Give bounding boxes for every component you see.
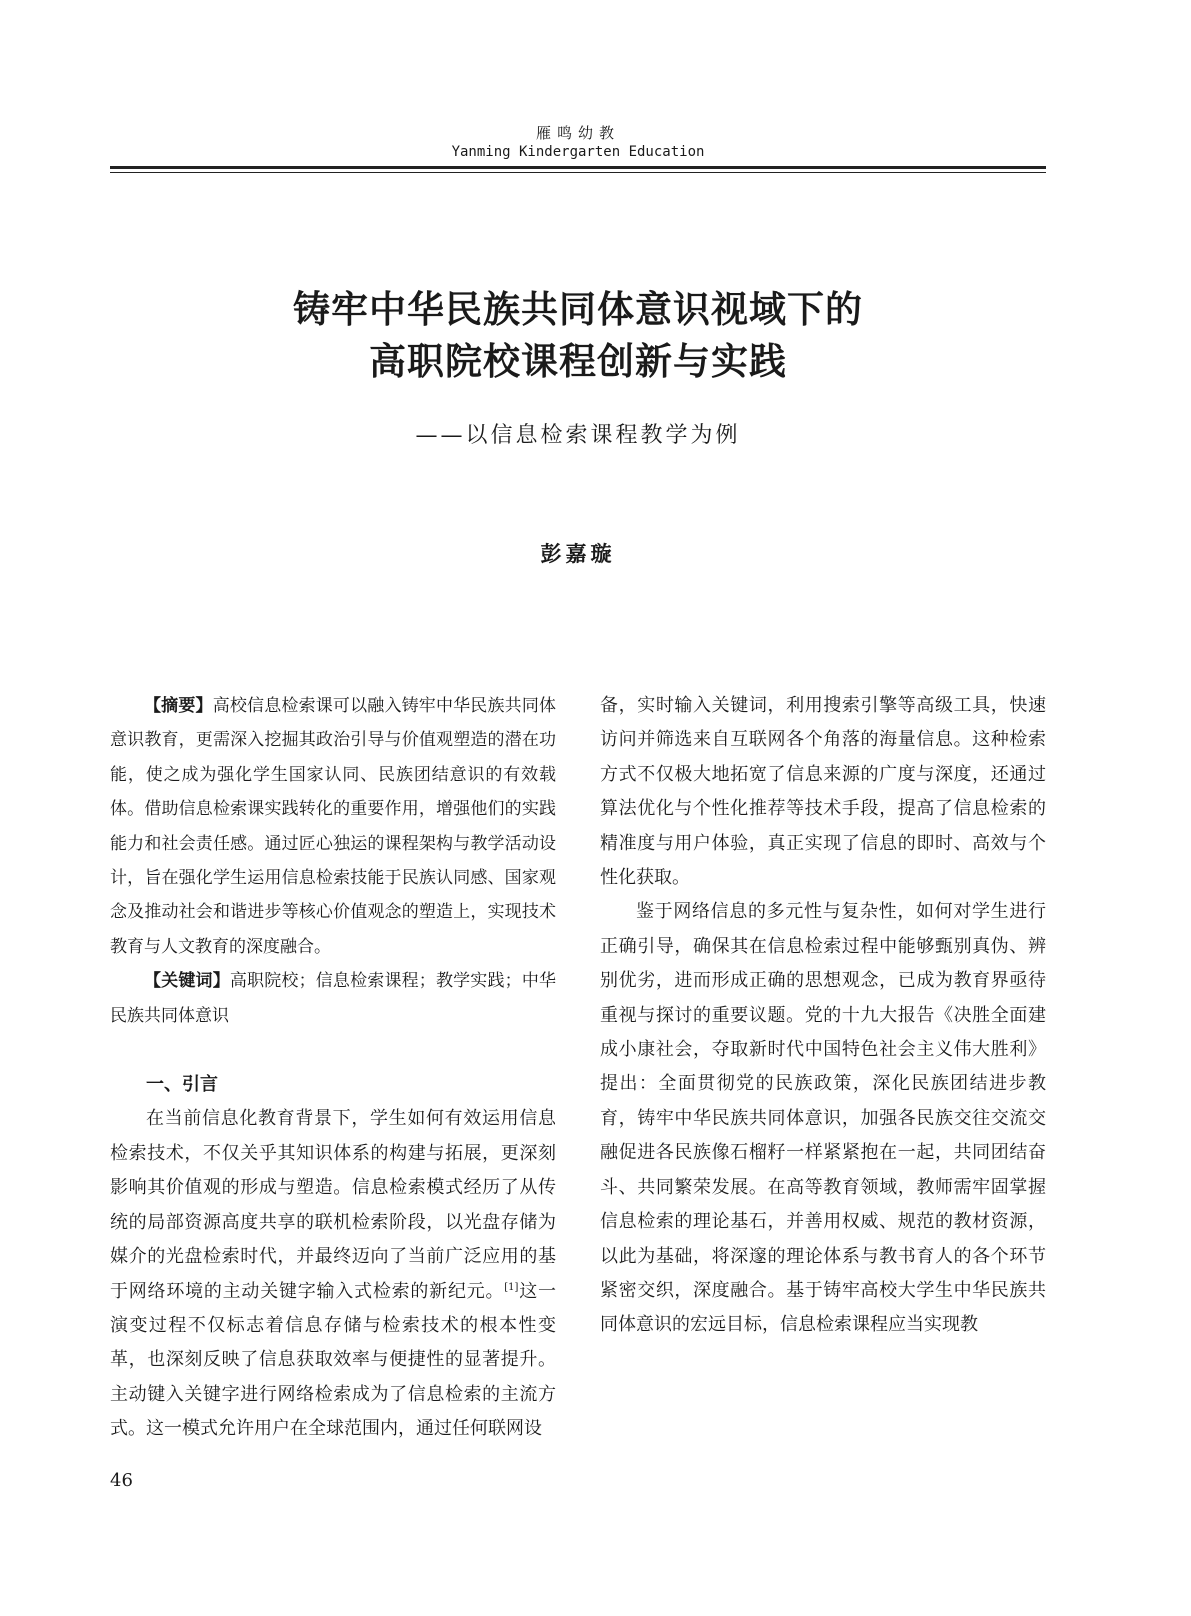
keywords bbox=[110, 964, 556, 1033]
body-paragraph-1 bbox=[110, 1102, 556, 1446]
running-header bbox=[110, 124, 1046, 161]
author-name: 彭嘉璇 bbox=[540, 541, 616, 566]
title-line-1: 铸牢中华民族共同体意识视域下的 bbox=[293, 287, 863, 331]
journal-name-cn: 雁鸣幼教 bbox=[535, 124, 620, 142]
keywords-text: 高职院校；信息检索课程；教学实践；中华民族共同体意识 bbox=[110, 971, 557, 1026]
spacer bbox=[110, 1033, 556, 1050]
article-subtitle: ——以信息检索课程教学为例 bbox=[415, 423, 741, 448]
paragraph-text: 在当前信息化教育背景下，学生如何有效运用信息检索技术，不仅关乎其知识体系的构建与拓展，更深刻影响其价值观的形成与塑造。信息检索模式经历了从传统的局部资源高度共享的联机检索阶段，以光盘存储为媒介的光盘检索时代，并最终迈向了当前广泛应用的基于网络环境的主动关键字输入式检索的新纪元。 bbox=[110, 1108, 556, 1302]
section-heading: 一、引言 bbox=[146, 1074, 218, 1096]
body-paragraph-2: 鉴于网络信息的多元性与复杂性，如何对学生进行正确引导，确保其在信息检索过程中能够甄别真伪、辨别优劣，进而形成正确的思想观念，已成为教育界亟待重视与探讨的重要议题。党的十九大报告《决胜全面建成小康社会，夺取新时代中国特色社会主义伟大胜利》提出：全面贯彻党的民族政策，深化民族团结进步教育，铸牢中华民族共同体意识，加强各民族交往交流交融促进各民族像石榴籽一样紧紧抱在一起，共同团结奋斗、共同繁荣发展。在高等教育领域，教师需牢固掌握信息检索的理论基石，并善用权威、规范的教材资源，以此为基础，将深邃的理论体系与教书育人的各个环节紧密交织，深度融合。基于铸牢高校大学生中华民族共同体意识的宏远目标，信息检索课程应当实现教 bbox=[600, 901, 1046, 1336]
title-line-2: 高职院校课程创新与实践 bbox=[369, 339, 787, 383]
abstract bbox=[110, 689, 556, 964]
keywords-label: 【关键词】 bbox=[144, 971, 230, 992]
left-column bbox=[110, 689, 556, 1447]
article-title bbox=[110, 283, 1046, 387]
body-paragraph-1-continued: 备，实时输入关键词，利用搜索引擎等高级工具，快速访问并筛选来自互联网各个角落的海量信息。这种检索方式不仅极大地拓宽了信息来源的广度与深度，还通过算法优化与个性化推荐等技术手段，提高了信息检索的精准度与用户体验，真正实现了信息的即时、高效与个性化获取。 bbox=[600, 695, 1046, 889]
header-rule-thick bbox=[110, 166, 1046, 169]
abstract-label: 【摘要】 bbox=[144, 696, 213, 716]
citation-marker: [1] bbox=[504, 1281, 519, 1293]
right-column bbox=[600, 689, 1046, 1343]
abstract-text: 高校信息检索课可以融入铸牢中华民族共同体意识教育，更需深入挖掘其政治引导与价值观塑造的潜在功能，使之成为强化学生国家认同、民族团结意识的有效载体。借助信息检索课实践转化的重要作用，增强他们的实践能力和社会责任感。通过匠心独运的课程架构与教学活动设计，旨在强化学生运用信息检索技能于民族认同感、国家观念及推动社会和谐进步等核心价值观念的塑造上，实现技术教育与人文教育的深度融合。 bbox=[110, 696, 557, 957]
paragraph-text-continued: 这一演变过程不仅标志着信息存储与检索技术的根本性变革，也深刻反映了信息获取效率与便捷性的显著提升。主动键入关键字进行网络检索成为了信息检索的主流方式。这一模式允许用户在全球范围内，通过任何联网设 bbox=[110, 1280, 557, 1440]
header-rule-thin bbox=[110, 172, 1046, 173]
journal-name-en: Yanming Kindergarten Education bbox=[451, 144, 705, 160]
page-number: 46 bbox=[110, 1470, 133, 1491]
